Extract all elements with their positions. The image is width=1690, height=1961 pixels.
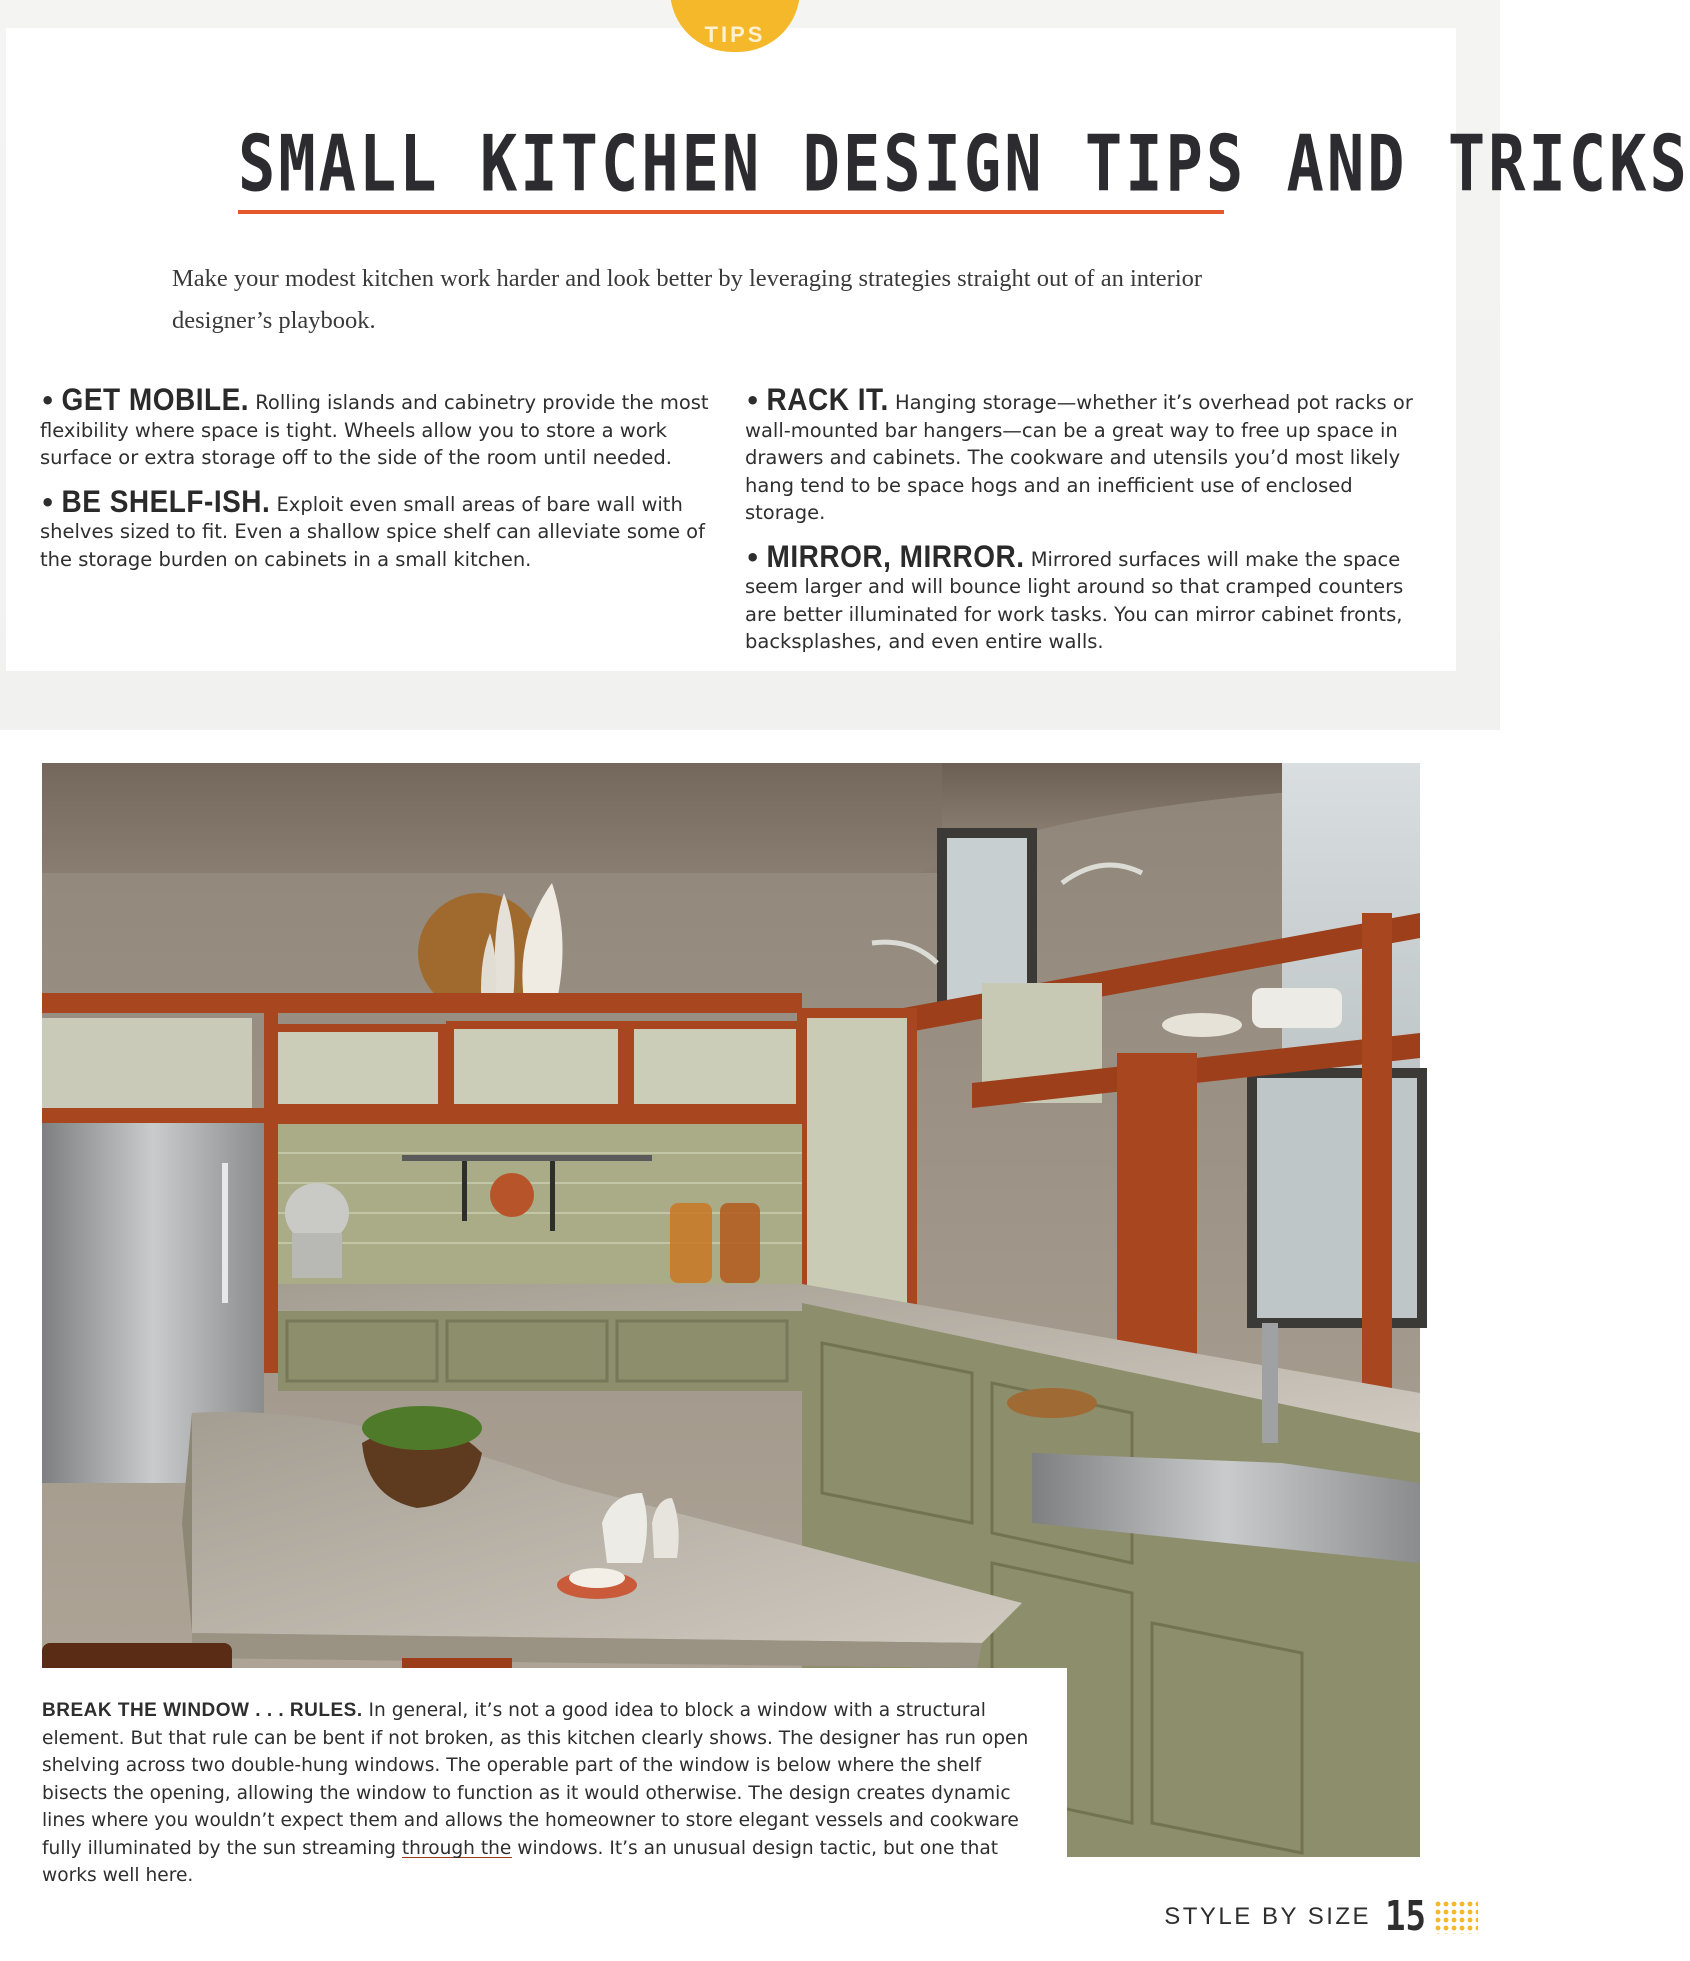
section-tab-label: TIPS xyxy=(704,22,766,47)
tip-item xyxy=(745,382,1425,527)
bullet-icon: • xyxy=(745,387,761,415)
tip-text: Mirrored surfaces will make the space seem larger and will bounce light around so that cramped counters are better illuminated for work tasks. You can mirror cabinet fronts, backsplashes, and even entire walls. xyxy=(745,547,1404,653)
photo-caption xyxy=(42,1697,1042,1890)
title-underline xyxy=(238,210,1224,214)
caption-text: In general, it’s not a good idea to block a window with a structural element. But that rule can be bent if not broken, as this kitchen clearly shows. The designer has run open shelving across two double-hung windows. The operable part of the window is below where the shelf bisects the opening, allowing the window to function as it would otherwise. The design creates dynamic lines where you wouldn’t expect them and allows the homeowner to store elegant vessels and cookware fully illuminated by the sun streaming through the windows. It’s an unusual design tactic, but one that works well here. xyxy=(42,1700,1029,1886)
bullet-icon: • xyxy=(40,488,56,517)
page-footer xyxy=(1164,1895,1478,1939)
bullet-icon: • xyxy=(745,543,761,572)
tip-item xyxy=(40,483,720,574)
tip-heading: MIRROR, MIRROR. xyxy=(766,538,1025,574)
section-tab xyxy=(670,0,800,52)
tip-heading: BE SHELF-ISH. xyxy=(61,483,271,519)
section-name: STYLE BY SIZE xyxy=(1164,1903,1372,1930)
dot-pattern-icon xyxy=(1434,1900,1478,1934)
tip-item xyxy=(745,538,1425,656)
tip-text: Exploit even small areas of bare wall with shelves sized to fit. Even a shallow spice shelf can alleviate some of the storage burden on cabinets in a small kitchen. xyxy=(40,492,705,571)
tips-column-left xyxy=(40,382,720,589)
page-number: 15 xyxy=(1385,1893,1426,1941)
tip-text: Rolling islands and cabinetry provide the most flexibility where space is tight. Wheels allow you to store a work surface or extra storage off to the side of the room until needed. xyxy=(40,391,709,469)
caption-heading: BREAK THE WINDOW . . . RULES. xyxy=(42,1700,363,1721)
tip-heading: RACK IT. xyxy=(766,382,889,417)
kitchen-photo xyxy=(42,763,1420,1857)
tips-column-right xyxy=(745,382,1425,672)
tip-text: Hanging storage—whether it’s overhead pot racks or wall-mounted bar hangers—can be a great way to free up space in drawers and cabinets. The cookware and utensils you’d most likely hang tend to be space hogs and an inefficient use of enclosed storage. xyxy=(745,391,1413,524)
bullet-icon: • xyxy=(40,387,56,415)
tip-heading: GET MOBILE. xyxy=(61,382,250,417)
intro-paragraph: Make your modest kitchen work harder and look better by leveraging strategies straight out of an interior designer’s playbook. xyxy=(172,265,1203,334)
tip-item xyxy=(40,382,720,472)
page-title: SMALL KITCHEN DESIGN TIPS AND TRICKS xyxy=(238,118,1690,210)
